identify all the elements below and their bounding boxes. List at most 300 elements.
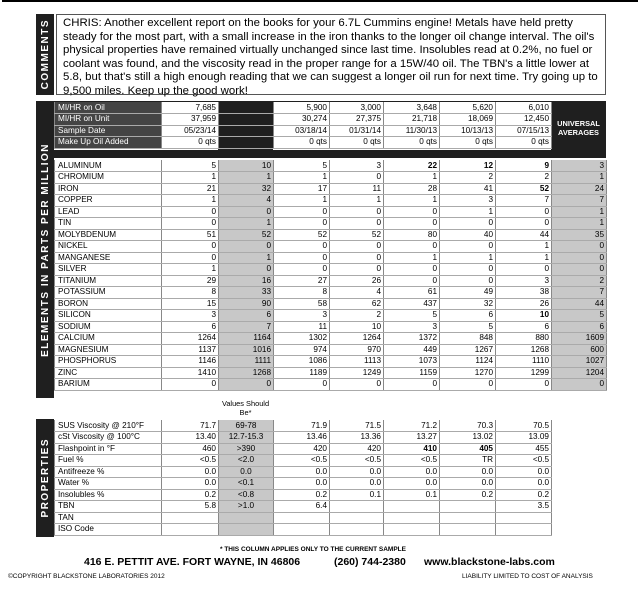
history-value: 0 [274, 264, 330, 276]
unit-average-value: 1268 [219, 367, 274, 379]
unit-average-value: 6 [219, 310, 274, 322]
should-be-value: <2.0 [219, 455, 274, 467]
history-value: 80 [384, 229, 440, 241]
history-sample-cell: 5,900 [274, 102, 330, 114]
element-name: POTASSIUM [55, 287, 162, 299]
universal-average-value: 0 [552, 264, 607, 276]
history-value: 3 [274, 310, 330, 322]
current-value [162, 524, 219, 536]
unit-average-value: 1016 [219, 344, 274, 356]
history-value: 0.0 [496, 466, 552, 478]
history-value: 0 [440, 379, 496, 391]
history-value: <0.5 [274, 455, 330, 467]
current-value: <0.5 [162, 455, 219, 467]
element-name: TITANIUM [55, 275, 162, 287]
universal-average-value: 0 [552, 241, 607, 253]
history-value: 13.09 [496, 432, 552, 444]
history-value [384, 512, 440, 524]
history-value: 420 [274, 443, 330, 455]
unit-average-value: 7 [219, 321, 274, 333]
current-sample-cell: 0 qts [162, 137, 219, 149]
history-value: 0 [496, 379, 552, 391]
history-value: 0 [330, 218, 384, 230]
history-value: 0 [384, 275, 440, 287]
history-value: 0.0 [330, 466, 384, 478]
element-row [55, 310, 607, 322]
current-value: 1146 [162, 356, 219, 368]
element-name: CALCIUM [55, 333, 162, 345]
sample-info-row [55, 114, 552, 126]
history-value [384, 524, 440, 536]
history-value: 32 [440, 298, 496, 310]
current-value: 13.40 [162, 432, 219, 444]
history-value: <0.5 [384, 455, 440, 467]
element-row [55, 321, 607, 333]
footer-liability: LIABILITY LIMITED TO COST OF ANALYSIS [462, 573, 593, 580]
property-name: Fuel % [55, 455, 162, 467]
row-label: MI/HR on Oil [55, 102, 162, 114]
current-value: 6 [162, 321, 219, 333]
comments-text: CHRIS: Another excellent report on the books for your 6.7L Cummins engine! Metals have held pretty steady for the most part, with a small increase in the iron thanks to the longer oil change interval. The oil's physical properties have remained virtually unchanged since last time. Insolubles read at 0.2%, no fuel or coolant was found, and the viscosity read in the proper range for a 15W/40 oil. The TBN's a little lower at 5.8, but that's still a high enough reading that we can suggest a longer oil run for next time. Try going up to 9,500 miles. Keep up the good work! [63, 17, 598, 97]
history-value: 0.0 [384, 466, 440, 478]
history-sample-cell: 0 qts [330, 137, 384, 149]
history-value: 1 [330, 195, 384, 207]
history-value: 70.5 [496, 420, 552, 432]
history-value [330, 501, 384, 513]
universal-average-value: 1 [552, 172, 607, 184]
element-name: SILVER [55, 264, 162, 276]
current-value: 15 [162, 298, 219, 310]
history-value: 1086 [274, 356, 330, 368]
history-value: <0.5 [496, 455, 552, 467]
history-value [440, 512, 496, 524]
history-value: 1113 [330, 356, 384, 368]
sample-info-row [55, 102, 552, 114]
history-value [330, 524, 384, 536]
history-value: 5 [274, 160, 330, 172]
history-value: 0.2 [440, 489, 496, 501]
history-value: 0.2 [496, 489, 552, 501]
history-value: 0 [440, 264, 496, 276]
history-value: 0 [330, 379, 384, 391]
history-value: 0 [274, 218, 330, 230]
element-row [55, 367, 607, 379]
history-sample-cell: 0 qts [496, 137, 552, 149]
footer-address: 416 E. PETTIT AVE. FORT WAYNE, IN 46806 [84, 556, 301, 568]
unit-average-value: 16 [219, 275, 274, 287]
element-name: CHROMIUM [55, 172, 162, 184]
history-value [274, 512, 330, 524]
history-value: 11 [274, 321, 330, 333]
universal-averages-header: UNIVERSAL AVERAGES [551, 101, 606, 155]
current-value: 0 [162, 241, 219, 253]
property-row [55, 420, 552, 432]
history-sample-cell: 18,069 [440, 114, 496, 126]
unit-average-value: 33 [219, 287, 274, 299]
history-sample-cell: 6,010 [496, 102, 552, 114]
element-name: COPPER [55, 195, 162, 207]
element-row [55, 356, 607, 368]
history-value: 1264 [330, 333, 384, 345]
top-rule [2, 0, 638, 2]
history-value: 13.02 [440, 432, 496, 444]
current-value: 1410 [162, 367, 219, 379]
history-value: 49 [440, 287, 496, 299]
history-sample-cell: 0 qts [440, 137, 496, 149]
unit-average-value: 0 [219, 264, 274, 276]
history-value: 52 [330, 229, 384, 241]
current-value: 0 [162, 379, 219, 391]
history-value: 1159 [384, 367, 440, 379]
property-row [55, 432, 552, 444]
element-name: TIN [55, 218, 162, 230]
history-sample-cell: 30,274 [274, 114, 330, 126]
history-value: 12 [440, 160, 496, 172]
current-sample-cell: 7,685 [162, 102, 219, 114]
current-value: 1264 [162, 333, 219, 345]
current-value: 0 [162, 252, 219, 264]
history-sample-cell: 0 qts [384, 137, 440, 149]
property-row [55, 443, 552, 455]
history-sample-cell: 03/18/14 [274, 125, 330, 137]
sample-info-row [55, 125, 552, 137]
history-value: 17 [274, 183, 330, 195]
history-value: 0 [440, 218, 496, 230]
property-name: Flashpoint in °F [55, 443, 162, 455]
row-label: Make Up Oil Added [55, 137, 162, 149]
current-value: 5 [162, 160, 219, 172]
current-value: 0.2 [162, 489, 219, 501]
elements-table [54, 160, 607, 391]
history-value: 0.0 [274, 478, 330, 490]
history-value: 0 [330, 172, 384, 184]
current-sample-cell: 05/23/14 [162, 125, 219, 137]
history-value: 1249 [330, 367, 384, 379]
history-value: 1 [384, 252, 440, 264]
element-row [55, 206, 607, 218]
unit-average-value: 4 [219, 195, 274, 207]
universal-average-value: 7 [552, 195, 607, 207]
history-value: 4 [330, 287, 384, 299]
history-value [496, 512, 552, 524]
history-value: 1302 [274, 333, 330, 345]
current-value: 29 [162, 275, 219, 287]
history-value: 1 [440, 252, 496, 264]
history-value: 38 [496, 287, 552, 299]
history-value: 1270 [440, 367, 496, 379]
unit-average-value: 1164 [219, 333, 274, 345]
history-value: 0 [496, 206, 552, 218]
universal-average-value: 0 [552, 379, 607, 391]
history-value: 27 [274, 275, 330, 287]
history-value: 71.5 [330, 420, 384, 432]
should-be-value [219, 524, 274, 536]
comments-label: COMMENTS [39, 19, 51, 90]
element-name: MANGANESE [55, 252, 162, 264]
history-value: 0.0 [440, 478, 496, 490]
history-value: 0 [384, 379, 440, 391]
current-value: 0 [162, 218, 219, 230]
current-value: 1137 [162, 344, 219, 356]
history-value: 3 [330, 160, 384, 172]
history-value: 6.4 [274, 501, 330, 513]
element-row [55, 252, 607, 264]
universal-average-value: 7 [552, 287, 607, 299]
current-value: 0.0 [162, 466, 219, 478]
history-value: 0 [384, 218, 440, 230]
history-value: 10 [496, 310, 552, 322]
current-value: 71.7 [162, 420, 219, 432]
values-should-be-header: Values Should Be* [221, 399, 270, 417]
history-value: 0.0 [330, 478, 384, 490]
history-value: 0.0 [496, 478, 552, 490]
history-value: 0 [440, 241, 496, 253]
history-sample-cell: 5,620 [440, 102, 496, 114]
history-value: 6 [496, 321, 552, 333]
should-be-value [219, 512, 274, 524]
element-name: ZINC [55, 367, 162, 379]
history-value: 8 [274, 287, 330, 299]
history-value: 1110 [496, 356, 552, 368]
history-value: 26 [330, 275, 384, 287]
sample-info-row [55, 137, 552, 149]
history-value: 1 [384, 195, 440, 207]
comments-sidebar [36, 14, 54, 95]
history-value [330, 512, 384, 524]
properties-table [54, 420, 552, 536]
element-name: BORON [55, 298, 162, 310]
current-value [162, 512, 219, 524]
element-name: IRON [55, 183, 162, 195]
element-name: MOLYBDENUM [55, 229, 162, 241]
history-value: <0.5 [330, 455, 384, 467]
property-name: cSt Viscosity @ 100°C [55, 432, 162, 444]
element-row [55, 379, 607, 391]
history-value: 7 [496, 195, 552, 207]
header-divider [54, 150, 606, 158]
element-row [55, 172, 607, 184]
history-value: 71.9 [274, 420, 330, 432]
should-be-value: <0.1 [219, 478, 274, 490]
current-value: 8 [162, 287, 219, 299]
property-row [55, 466, 552, 478]
universal-average-value: 1 [552, 206, 607, 218]
history-value: 0.1 [330, 489, 384, 501]
element-name: PHOSPHORUS [55, 356, 162, 368]
history-value: 3 [440, 195, 496, 207]
element-row [55, 218, 607, 230]
universal-average-value: 6 [552, 321, 607, 333]
history-value: 1073 [384, 356, 440, 368]
history-value: 0.0 [440, 466, 496, 478]
history-value: 0 [330, 241, 384, 253]
history-value: 71.2 [384, 420, 440, 432]
history-value: 0 [274, 241, 330, 253]
element-row [55, 264, 607, 276]
history-value: 970 [330, 344, 384, 356]
should-be-value: >1.0 [219, 501, 274, 513]
history-value: 1 [496, 241, 552, 253]
property-name: Antifreeze % [55, 466, 162, 478]
history-value: 9 [496, 160, 552, 172]
history-value: 22 [384, 160, 440, 172]
history-value [384, 501, 440, 513]
sample-info-table [54, 102, 552, 149]
row-label: MI/HR on Unit [55, 114, 162, 126]
unit-average-value: 1 [219, 172, 274, 184]
footer-website[interactable]: www.blackstone-labs.com [424, 556, 555, 568]
history-value: 437 [384, 298, 440, 310]
history-value: 40 [440, 229, 496, 241]
element-name: ALUMINUM [55, 160, 162, 172]
history-value: 13.27 [384, 432, 440, 444]
element-row [55, 183, 607, 195]
element-row [55, 287, 607, 299]
current-value: 5.8 [162, 501, 219, 513]
history-value: 3 [384, 321, 440, 333]
unit-average-value: 0 [219, 379, 274, 391]
history-value: 1 [274, 172, 330, 184]
history-value: 405 [440, 443, 496, 455]
properties-sidebar [36, 419, 54, 537]
universal-average-value: 1609 [552, 333, 607, 345]
history-value: 13.46 [274, 432, 330, 444]
universal-average-value: 1 [552, 218, 607, 230]
element-name: NICKEL [55, 241, 162, 253]
history-value: 41 [440, 183, 496, 195]
should-be-value: >390 [219, 443, 274, 455]
universal-average-value: 0 [552, 252, 607, 264]
property-name: Insolubles % [55, 489, 162, 501]
property-row [55, 512, 552, 524]
property-name: TAN [55, 512, 162, 524]
property-row [55, 501, 552, 513]
history-value [496, 524, 552, 536]
history-value: 0 [440, 275, 496, 287]
property-name: ISO Code [55, 524, 162, 536]
history-value: 0 [384, 264, 440, 276]
universal-average-value: 1027 [552, 356, 607, 368]
elements-sidebar [36, 101, 54, 398]
universal-average-value: 44 [552, 298, 607, 310]
history-value: 0 [330, 206, 384, 218]
history-value: 420 [330, 443, 384, 455]
current-value: 1 [162, 172, 219, 184]
history-value: 1 [274, 195, 330, 207]
history-value: 2 [330, 310, 384, 322]
unit-avg-spacer [219, 114, 274, 126]
history-value: 1372 [384, 333, 440, 345]
history-sample-cell: 12,450 [496, 114, 552, 126]
history-value: 2 [496, 172, 552, 184]
universal-average-value: 600 [552, 344, 607, 356]
unit-average-value: 52 [219, 229, 274, 241]
history-value: 455 [496, 443, 552, 455]
should-be-value: <0.8 [219, 489, 274, 501]
unit-average-value: 1 [219, 218, 274, 230]
element-name: SILICON [55, 310, 162, 322]
history-value: 26 [496, 298, 552, 310]
unit-average-value: 90 [219, 298, 274, 310]
universal-average-value: 1204 [552, 367, 607, 379]
current-value: 1 [162, 195, 219, 207]
history-value: 1189 [274, 367, 330, 379]
footer-phone: (260) 744-2380 [334, 556, 406, 568]
history-value: TR [440, 455, 496, 467]
current-value: 0.0 [162, 478, 219, 490]
history-value: 449 [384, 344, 440, 356]
should-be-value: 12.7-15.3 [219, 432, 274, 444]
history-value: 70.3 [440, 420, 496, 432]
history-value: 5 [384, 310, 440, 322]
history-value: 880 [496, 333, 552, 345]
universal-average-value: 3 [552, 160, 607, 172]
universal-average-value: 24 [552, 183, 607, 195]
element-row [55, 195, 607, 207]
element-name: BARIUM [55, 379, 162, 391]
history-sample-cell: 21,718 [384, 114, 440, 126]
current-value: 1 [162, 264, 219, 276]
element-row [55, 229, 607, 241]
unit-avg-spacer [219, 137, 274, 149]
history-value: 2 [440, 172, 496, 184]
history-value: 0 [330, 252, 384, 264]
element-row [55, 298, 607, 310]
current-value: 460 [162, 443, 219, 455]
element-row [55, 344, 607, 356]
current-value: 3 [162, 310, 219, 322]
history-value: 0.0 [384, 478, 440, 490]
history-value: 1124 [440, 356, 496, 368]
unit-average-value: 0 [219, 241, 274, 253]
property-row [55, 455, 552, 467]
row-label: Sample Date [55, 125, 162, 137]
history-value [274, 524, 330, 536]
universal-average-value: 2 [552, 275, 607, 287]
history-value: 28 [384, 183, 440, 195]
history-sample-cell: 07/15/13 [496, 125, 552, 137]
history-value: 0 [274, 379, 330, 391]
current-value: 0 [162, 206, 219, 218]
history-value: 0.2 [274, 489, 330, 501]
history-value: 5 [440, 321, 496, 333]
element-row [55, 275, 607, 287]
history-sample-cell: 3,000 [330, 102, 384, 114]
history-value: 0 [496, 218, 552, 230]
history-sample-cell: 01/31/14 [330, 125, 384, 137]
history-sample-cell: 3,648 [384, 102, 440, 114]
current-sample-cell: 37,959 [162, 114, 219, 126]
property-name: TBN [55, 501, 162, 513]
unit-average-value: 32 [219, 183, 274, 195]
history-value: 1 [440, 206, 496, 218]
history-value: 0 [274, 252, 330, 264]
history-value: 6 [440, 310, 496, 322]
history-sample-cell: 27,375 [330, 114, 384, 126]
current-value: 21 [162, 183, 219, 195]
history-value: 10 [330, 321, 384, 333]
element-row [55, 160, 607, 172]
history-value [440, 524, 496, 536]
history-value: 0 [496, 264, 552, 276]
history-value: 3 [496, 275, 552, 287]
element-name: LEAD [55, 206, 162, 218]
history-sample-cell: 11/30/13 [384, 125, 440, 137]
history-value: 1 [496, 252, 552, 264]
current-value: 51 [162, 229, 219, 241]
history-value: 61 [384, 287, 440, 299]
history-value: 848 [440, 333, 496, 345]
